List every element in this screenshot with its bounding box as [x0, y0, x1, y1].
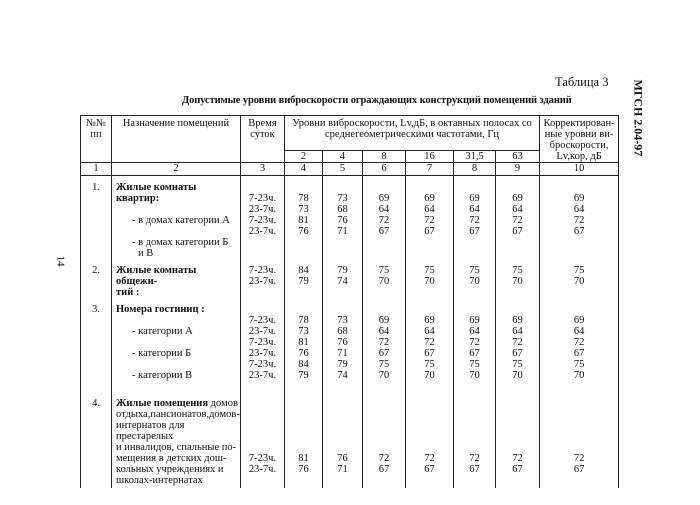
level-value: 67	[378, 464, 390, 475]
room-purpose	[112, 176, 241, 260]
level-value: 67	[424, 464, 435, 475]
level-value: 69	[378, 193, 390, 204]
header-corrected-levels: Корректирован-ные уровни ви-броскорости, Lv,кор, дБ	[540, 116, 619, 163]
level-value: 64	[424, 326, 435, 337]
row-number-text: 3.	[92, 304, 100, 315]
room-line: школах-интернатах	[116, 475, 203, 486]
header-time-of-day: Время суток	[241, 116, 285, 163]
level-value	[363, 409, 405, 420]
level-value	[285, 398, 322, 409]
room-line	[116, 359, 240, 370]
level-value: 70	[469, 370, 480, 381]
column-number: 7	[406, 163, 454, 176]
level-value: 67	[573, 348, 585, 359]
freq-31-5: 31,5	[454, 151, 496, 163]
level-value: 76	[298, 226, 309, 237]
level-value: 69	[573, 193, 585, 204]
level-value-cell	[540, 176, 619, 260]
level-value: 74	[337, 370, 348, 381]
level-value: 75	[378, 265, 390, 276]
level-value: 84	[298, 265, 309, 276]
time-value: 7-23ч.	[248, 265, 277, 276]
level-value	[323, 304, 362, 315]
room-line	[116, 315, 240, 326]
level-value: 64	[512, 326, 523, 337]
table-row	[81, 392, 619, 488]
row-number	[81, 176, 112, 260]
level-value: 69	[424, 315, 435, 326]
time-value: 23-7ч.	[248, 464, 277, 475]
room-line	[116, 226, 240, 237]
level-value: 64	[469, 326, 480, 337]
level-value	[496, 420, 539, 431]
level-value	[540, 398, 618, 409]
time-value: 23-7ч.	[248, 370, 277, 381]
room-line: - категории В	[132, 370, 193, 381]
level-value: 70	[512, 370, 523, 381]
level-value-cell	[496, 392, 540, 488]
time-value	[241, 398, 284, 409]
level-value: 75	[469, 265, 480, 276]
level-value	[496, 442, 539, 453]
level-value: 73	[298, 204, 309, 215]
level-value: 64	[469, 204, 480, 215]
level-value: 75	[512, 359, 523, 370]
level-value-cell	[496, 259, 540, 298]
level-value-cell	[363, 259, 406, 298]
level-value: 76	[298, 464, 309, 475]
level-value: 70	[424, 370, 435, 381]
level-value	[454, 304, 495, 315]
level-value: 69	[573, 315, 585, 326]
level-value-cell	[285, 392, 323, 488]
level-value: 69	[469, 315, 480, 326]
level-value	[363, 442, 405, 453]
level-value: 64	[573, 326, 585, 337]
level-value	[406, 442, 453, 453]
level-value: 72	[378, 215, 390, 226]
level-value-cell	[285, 176, 323, 260]
time-value: 7-23ч.	[248, 193, 277, 204]
time-value	[241, 304, 284, 315]
level-value: 79	[298, 276, 309, 287]
level-value	[323, 182, 362, 193]
level-value: 67	[512, 226, 523, 237]
time-value	[241, 409, 284, 420]
time-value: 23-7ч.	[248, 204, 277, 215]
column-number: 1	[81, 163, 112, 176]
level-value	[496, 409, 539, 420]
header-vibration-levels: Уровни виброскорости, Lv,дБ, в октавных полосах со среднегеометрическими частотами, Гц	[285, 116, 540, 151]
level-value: 69	[512, 193, 523, 204]
level-value	[496, 431, 539, 442]
level-value: 72	[512, 337, 523, 348]
level-value: 75	[378, 359, 390, 370]
level-value: 70	[378, 276, 390, 287]
level-value	[454, 182, 495, 193]
level-value	[285, 442, 322, 453]
room-line: - в домах категории А	[132, 215, 230, 226]
group-title: Жилые комнаты общежи-	[116, 265, 197, 287]
page-number: 14	[54, 255, 67, 267]
level-value: 67	[424, 348, 435, 359]
time-value: 7-23ч.	[248, 215, 277, 226]
level-value	[285, 409, 322, 420]
room-purpose	[112, 298, 241, 392]
table-body	[81, 176, 619, 489]
room-line: тий :	[116, 287, 140, 298]
level-value	[406, 420, 453, 431]
level-value: 78	[298, 315, 309, 326]
level-value: 78	[298, 193, 309, 204]
time-value: 23-7ч.	[248, 348, 277, 359]
group-title-rest: домов	[208, 398, 238, 409]
level-value: 72	[512, 215, 523, 226]
level-value: 73	[337, 315, 348, 326]
level-value-cell	[454, 259, 496, 298]
time-of-day	[241, 176, 285, 260]
level-value: 67	[573, 464, 585, 475]
header-number: №№ пп	[81, 116, 112, 163]
level-value: 64	[424, 204, 435, 215]
column-number: 8	[454, 163, 496, 176]
level-value: 73	[298, 326, 309, 337]
level-value: 70	[573, 370, 585, 381]
level-value: 72	[424, 453, 435, 464]
level-value: 67	[512, 348, 523, 359]
column-number: 3	[241, 163, 285, 176]
room-line	[116, 337, 240, 348]
level-value: 71	[337, 464, 348, 475]
level-value: 69	[424, 193, 435, 204]
level-value	[496, 304, 539, 315]
level-value: 72	[378, 453, 390, 464]
row-number	[81, 392, 112, 488]
level-value: 67	[424, 226, 435, 237]
level-value: 76	[298, 348, 309, 359]
level-value	[454, 420, 495, 431]
room-line: и инвалидов, спальные по-	[116, 442, 237, 453]
level-value	[540, 442, 618, 453]
room-line	[116, 381, 240, 392]
room-line: - категории Б	[132, 348, 192, 359]
column-number: 2	[112, 163, 241, 176]
level-value	[363, 420, 405, 431]
room-line: и В	[138, 248, 154, 259]
level-value-cell	[454, 392, 496, 488]
level-value	[363, 304, 405, 315]
level-value: 69	[378, 315, 390, 326]
level-value: 67	[512, 464, 523, 475]
level-value: 72	[424, 337, 435, 348]
freq-4: 4	[323, 151, 363, 163]
level-value: 70	[512, 276, 523, 287]
level-value	[454, 398, 495, 409]
level-value: 79	[337, 265, 348, 276]
room-line: интернатов для престарелых	[116, 420, 185, 442]
level-value: 81	[298, 337, 309, 348]
table-title: Допустимые уровни виброскорости ограждающих конструкций помещений зданий	[182, 95, 572, 106]
level-value	[496, 398, 539, 409]
level-value-cell	[323, 176, 363, 260]
level-value: 84	[298, 359, 309, 370]
level-value: 67	[378, 348, 390, 359]
room-line: - в домах категории Б	[132, 237, 229, 248]
level-value: 70	[469, 276, 480, 287]
level-value: 72	[469, 215, 480, 226]
table-label: Таблица 3	[555, 75, 609, 89]
level-value: 75	[573, 359, 585, 370]
level-value	[540, 182, 618, 193]
time-value	[241, 431, 284, 442]
level-value: 72	[469, 453, 480, 464]
level-value-cell	[406, 392, 454, 488]
level-value	[323, 431, 362, 442]
time-value: 7-23ч.	[248, 359, 277, 370]
room-purpose	[112, 392, 241, 488]
level-value: 74	[337, 276, 348, 287]
table-row	[81, 259, 619, 298]
level-value-cell	[363, 392, 406, 488]
level-value: 64	[378, 326, 390, 337]
level-value: 81	[298, 453, 309, 464]
level-value: 64	[573, 204, 585, 215]
level-value-cell	[540, 298, 619, 392]
level-value-cell	[285, 259, 323, 298]
level-value	[363, 431, 405, 442]
time-value: 23-7ч.	[248, 276, 277, 287]
time-value: 23-7ч.	[248, 326, 277, 337]
level-value	[363, 398, 405, 409]
time-value	[241, 442, 284, 453]
level-value	[285, 304, 322, 315]
level-value: 72	[469, 337, 480, 348]
level-value: 70	[424, 276, 435, 287]
level-value-cell	[323, 298, 363, 392]
level-value	[406, 398, 453, 409]
level-value	[285, 420, 322, 431]
document-code: МГСН 2.04-97	[631, 79, 646, 157]
level-value: 70	[573, 276, 585, 287]
level-value: 64	[512, 204, 523, 215]
row-number-text: 2.	[92, 265, 100, 276]
level-value-cell	[323, 392, 363, 488]
group-title: Номера гостиниц :	[116, 304, 205, 315]
level-value: 72	[573, 453, 585, 464]
freq-63: 63	[496, 151, 540, 163]
level-value	[406, 431, 453, 442]
level-value	[540, 409, 618, 420]
level-value: 75	[573, 265, 585, 276]
level-value	[540, 304, 618, 315]
row-number-text: 1.	[92, 182, 100, 193]
level-value: 81	[298, 215, 309, 226]
level-value-cell	[323, 259, 363, 298]
level-value-cell	[363, 176, 406, 260]
level-value-cell	[540, 392, 619, 488]
level-value: 69	[469, 193, 480, 204]
room-line: кольных учреждениях и	[116, 464, 224, 475]
level-value	[496, 182, 539, 193]
level-value: 75	[512, 265, 523, 276]
level-value-cell	[454, 298, 496, 392]
level-value: 64	[378, 204, 390, 215]
time-value: 7-23ч.	[248, 315, 277, 326]
time-value	[241, 420, 284, 431]
column-number-row	[81, 163, 619, 176]
level-value	[323, 420, 362, 431]
column-number: 10	[540, 163, 619, 176]
level-value	[454, 409, 495, 420]
time-of-day	[241, 259, 285, 298]
time-of-day	[241, 298, 285, 392]
level-value-cell	[454, 176, 496, 260]
level-value-cell	[496, 298, 540, 392]
level-value: 72	[378, 337, 390, 348]
level-value	[540, 431, 618, 442]
level-value: 67	[573, 226, 585, 237]
level-value: 73	[337, 193, 348, 204]
group-title: Жилые помещения	[116, 398, 209, 409]
level-value	[454, 442, 495, 453]
group-title: Жилые комнаты квартир:	[116, 182, 197, 204]
room-purpose	[112, 259, 241, 298]
level-value: 72	[573, 215, 585, 226]
freq-2: 2	[285, 151, 323, 163]
level-value: 68	[337, 204, 348, 215]
level-value-cell	[406, 259, 454, 298]
level-value: 67	[469, 464, 480, 475]
column-number: 6	[363, 163, 406, 176]
level-value-cell	[540, 259, 619, 298]
level-value: 79	[298, 370, 309, 381]
level-value	[323, 442, 362, 453]
level-value: 72	[424, 215, 435, 226]
vibration-levels-table	[80, 115, 619, 488]
level-value: 76	[337, 215, 348, 226]
room-line: - категории А	[132, 326, 193, 337]
header-room-purpose: Назначение помещений	[112, 116, 241, 163]
column-number: 9	[496, 163, 540, 176]
time-value	[241, 182, 284, 193]
level-value	[323, 398, 362, 409]
level-value: 72	[573, 337, 585, 348]
level-value	[454, 431, 495, 442]
level-value: 71	[337, 226, 348, 237]
time-value: 23-7ч.	[248, 226, 277, 237]
level-value	[540, 420, 618, 431]
column-number: 5	[323, 163, 363, 176]
level-value	[406, 182, 453, 193]
level-value: 67	[378, 226, 390, 237]
level-value-cell	[496, 176, 540, 260]
level-value: 79	[337, 359, 348, 370]
level-value: 75	[469, 359, 480, 370]
time-of-day	[241, 392, 285, 488]
freq-16: 16	[406, 151, 454, 163]
row-number	[81, 259, 112, 298]
column-number: 4	[285, 163, 323, 176]
level-value-cell	[285, 298, 323, 392]
level-value-cell	[406, 176, 454, 260]
time-value: 7-23ч.	[248, 337, 277, 348]
level-value-cell	[406, 298, 454, 392]
level-value	[406, 409, 453, 420]
table-row	[81, 176, 619, 260]
level-value: 70	[378, 370, 390, 381]
level-value: 75	[424, 359, 435, 370]
level-value: 69	[512, 315, 523, 326]
level-value	[285, 431, 322, 442]
level-value	[323, 409, 362, 420]
table-row	[81, 298, 619, 392]
row-number-text: 4.	[92, 398, 100, 409]
level-value: 71	[337, 348, 348, 359]
level-value: 75	[424, 265, 435, 276]
room-line: отдыха,пансионатов,домов-	[116, 409, 240, 420]
level-value: 68	[337, 326, 348, 337]
level-value-cell	[363, 298, 406, 392]
level-value	[406, 304, 453, 315]
level-value: 67	[469, 226, 480, 237]
room-line	[116, 204, 240, 215]
row-number	[81, 298, 112, 392]
level-value	[363, 182, 405, 193]
time-value: 7-23ч.	[248, 453, 277, 464]
level-value: 67	[469, 348, 480, 359]
level-value: 76	[337, 453, 348, 464]
room-line: мещения в детских дош-	[116, 453, 227, 464]
level-value: 72	[512, 453, 523, 464]
level-value	[285, 182, 322, 193]
freq-8: 8	[363, 151, 406, 163]
level-value: 76	[337, 337, 348, 348]
